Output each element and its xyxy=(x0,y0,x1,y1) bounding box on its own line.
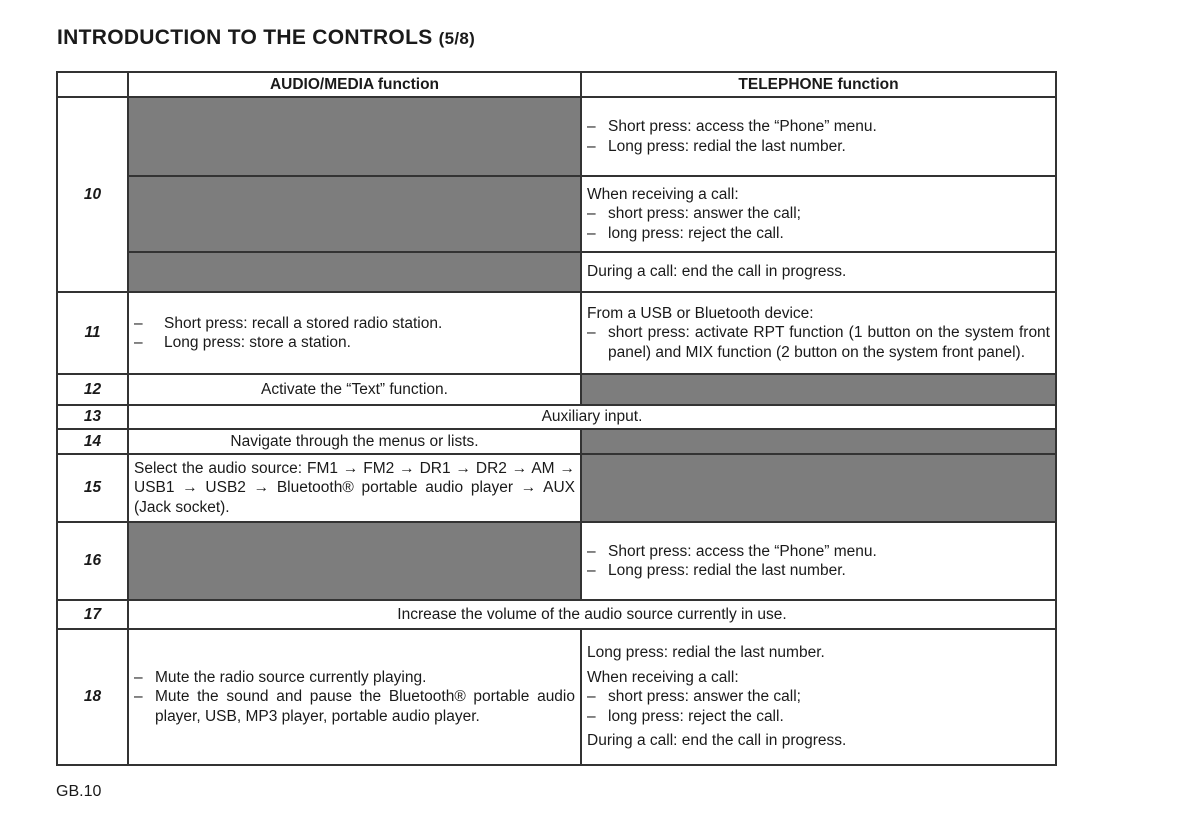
telephone-cell xyxy=(581,522,1056,600)
row-10b xyxy=(57,176,1056,252)
row-number: 16 xyxy=(57,522,128,600)
row-number: 11 xyxy=(57,292,128,374)
row-number: 12 xyxy=(57,374,128,405)
row-12 xyxy=(57,374,1056,405)
dash-list xyxy=(134,314,575,353)
merged-cell: Increase the volume of the audio source currently in use. xyxy=(128,600,1056,629)
row-13 xyxy=(57,405,1056,429)
row-16 xyxy=(57,522,1056,600)
list-item: – Mute the radio source currently playing. xyxy=(134,668,575,688)
telephone-cell xyxy=(581,292,1056,374)
shaded-cell xyxy=(581,429,1056,454)
cell-line: During a call: end the call in progress. xyxy=(587,732,847,750)
list-item: – Long press: redial the last number. xyxy=(587,561,1050,581)
title-part: (5/8) xyxy=(438,29,476,48)
list-item: – short press: answer the call; xyxy=(587,204,1050,224)
row-10c xyxy=(57,252,1056,292)
dash-list xyxy=(587,323,1050,362)
audio-cell xyxy=(128,629,581,765)
list-item: – Short press: access the “Phone” menu. xyxy=(587,117,1050,137)
dash-list xyxy=(587,542,1050,581)
header-number xyxy=(57,72,128,97)
cell-intro: When receiving a call: xyxy=(587,668,739,686)
list-item: – Short press: access the “Phone” menu. xyxy=(587,542,1050,562)
row-number: 17 xyxy=(57,600,128,629)
list-item: – short press: answer the call; xyxy=(587,687,1050,707)
row-14 xyxy=(57,429,1056,454)
header-row xyxy=(57,72,1056,97)
row-number: 18 xyxy=(57,629,128,765)
shaded-cell xyxy=(581,454,1056,522)
row-17 xyxy=(57,600,1056,629)
row-18 xyxy=(57,629,1056,765)
dash-list xyxy=(587,204,1050,243)
page-number: GB.10 xyxy=(56,783,102,800)
header-telephone: TELEPHONE function xyxy=(581,72,1056,97)
dash-list xyxy=(134,668,575,727)
row-number: 14 xyxy=(57,429,128,454)
row-number: 13 xyxy=(57,405,128,429)
dash-list xyxy=(587,117,1050,156)
dash-list xyxy=(587,687,1050,726)
merged-cell: Auxiliary input. xyxy=(128,405,1056,429)
audio-cell: Select the audio source: FM1 → FM2 → DR1 → DR2 → AM → USB1 → USB2 → Bluetooth® portable audio player → AUX (Jack socket). xyxy=(128,454,581,522)
title-text: INTRODUCTION TO THE CONTROLS xyxy=(57,26,433,49)
list-item: – short press: activate RPT function (1 button on the system front panel) and MIX function (2 button on the system front panel). xyxy=(587,323,1050,362)
page-title xyxy=(57,26,475,50)
telephone-cell xyxy=(581,629,1056,765)
row-number: 15 xyxy=(57,454,128,522)
list-item: – long press: reject the call. xyxy=(587,224,1050,244)
list-item: – Short press: recall a stored radio station. xyxy=(134,314,575,334)
row-number: 10 xyxy=(57,97,128,292)
list-item: – Long press: redial the last number. xyxy=(587,137,1050,157)
shaded-cell xyxy=(128,252,581,292)
shaded-cell xyxy=(128,97,581,176)
audio-cell: Activate the “Text” function. xyxy=(128,374,581,405)
list-item: – Long press: store a station. xyxy=(134,333,575,353)
shaded-cell xyxy=(128,522,581,600)
header-audio: AUDIO/MEDIA function xyxy=(128,72,581,97)
row-11 xyxy=(57,292,1056,374)
shaded-cell xyxy=(128,176,581,252)
controls-table xyxy=(56,71,1057,766)
list-item: – long press: reject the call. xyxy=(587,707,1050,727)
telephone-cell xyxy=(581,97,1056,176)
list-item: – Mute the sound and pause the Bluetooth® portable audio player, USB, MP3 player, portable audio player. xyxy=(134,687,575,726)
audio-cell xyxy=(128,292,581,374)
shaded-cell xyxy=(581,374,1056,405)
telephone-cell: During a call: end the call in progress. xyxy=(581,252,1056,292)
cell-intro: When receiving a call: xyxy=(587,185,739,203)
row-10a xyxy=(57,97,1056,176)
telephone-cell xyxy=(581,176,1056,252)
row-15 xyxy=(57,454,1056,522)
cell-line: Long press: redial the last number. xyxy=(587,644,825,662)
cell-intro: From a USB or Bluetooth device: xyxy=(587,304,814,322)
audio-cell: Navigate through the menus or lists. xyxy=(128,429,581,454)
